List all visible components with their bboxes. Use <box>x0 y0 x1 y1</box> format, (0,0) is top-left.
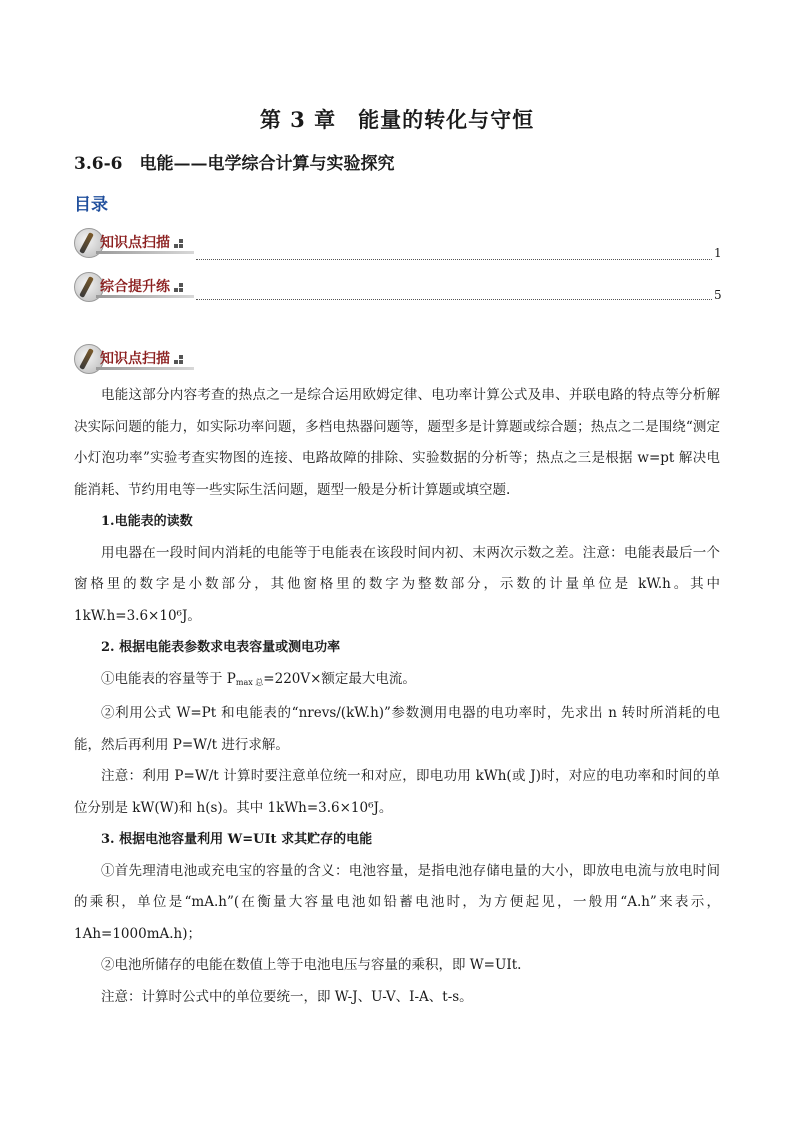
paragraph-1: 用电器在一段时间内消耗的电能等于电能表在该段时间内初、末两次示数之差。注意：电能表最后一个窗格里的数字是小数部分，其他窗格里的数字为整数部分，示数的计量单位是 kW.h。其中 1kW.h=3.6×10⁶J。 <box>74 544 720 624</box>
toc-heading: 目录 <box>74 195 108 215</box>
toc-leader-line <box>196 299 712 300</box>
section-badge-knowledge <box>74 344 199 374</box>
blocks-icon <box>174 355 184 365</box>
subheading-3: 3. 根据电池容量利用 W=UIt 求其贮存的电能 <box>101 832 373 847</box>
intro-paragraph: 电能这部分内容考查的热点之一是综合运用欧姆定律、电功率计算公式及串、并联电路的特点等分析解决实际问题的能力，如实际功率问题，多档电热器问题等，题型多是计算题或综合题；热点之二是围绕“测定小灯泡功率”实验考查实物图的连接、电路故障的排除、实验数据的分析等；热点之三是根据 w=pt 解决电能消耗、节约用电等一些实际生活问题，题型一般是分析计算题或填空题. <box>74 387 720 498</box>
paragraph-2a-pre: ①电能表的容量等于 P <box>101 670 236 687</box>
toc-entry-knowledge[interactable] <box>74 228 199 258</box>
toc-page-number: 1 <box>714 246 722 260</box>
toc-entry-practice[interactable] <box>74 272 199 302</box>
subheading-2: 2. 根据电能表参数求电表容量或测电功率 <box>101 640 341 655</box>
toc-entry-label: 知识点扫描 <box>100 235 170 251</box>
paragraph-3c: 注意：计算时公式中的单位要统一，即 W-J、U-V、I-A、t-s。 <box>101 988 473 1005</box>
chapter-title: 第 3 章 能量的转化与守恒 <box>259 107 535 132</box>
paragraph-2a <box>74 664 720 699</box>
paragraph-3b: ②电池所储存的电能在数值上等于电池电压与容量的乘积，即 W=UIt. <box>101 957 522 973</box>
section-title: 3.6-6 电能——电学综合计算与实验探究 <box>74 154 395 174</box>
paragraph-2c: 注意：利用 P=W/t 计算时要注意单位统一和对应，即电功用 kWh(或 J)时，对应的电功率和时间的单位分别是 kW(W)和 h(s)。其中 1kWh=3.6×10⁶J。 <box>74 768 720 816</box>
paragraph-3a: ①首先理清电池或充电宝的容量的含义：电池容量，是指电池存储电量的大小，即放电电流与放电时间的乘积，单位是“mA.h”(在衡量大容量电池如铅蓄电池时，为方便起见，一般用“A.h”来表示，1Ah=1000mA.h)； <box>74 862 720 942</box>
paragraph-2b: ②利用公式 W=Pt 和电能表的“nrevs/(kW.h)”参数测用电器的电功率时，先求出 n 转时所消耗的电能，然后再利用 P=W/t 进行求解。 <box>74 705 720 753</box>
toc-leader-line <box>196 259 712 260</box>
toc-page-number: 5 <box>714 288 722 302</box>
toc-entry-label: 综合提升练 <box>100 279 170 295</box>
blocks-icon <box>174 283 184 293</box>
body-content <box>74 380 720 1013</box>
blocks-icon <box>174 239 184 249</box>
paragraph-2a-post: =220V×额定最大电流。 <box>263 670 416 687</box>
section-badge-label: 知识点扫描 <box>100 351 170 367</box>
subheading-1: 1.电能表的读数 <box>101 514 193 529</box>
paragraph-2a-subscript: max 总 <box>235 677 264 687</box>
